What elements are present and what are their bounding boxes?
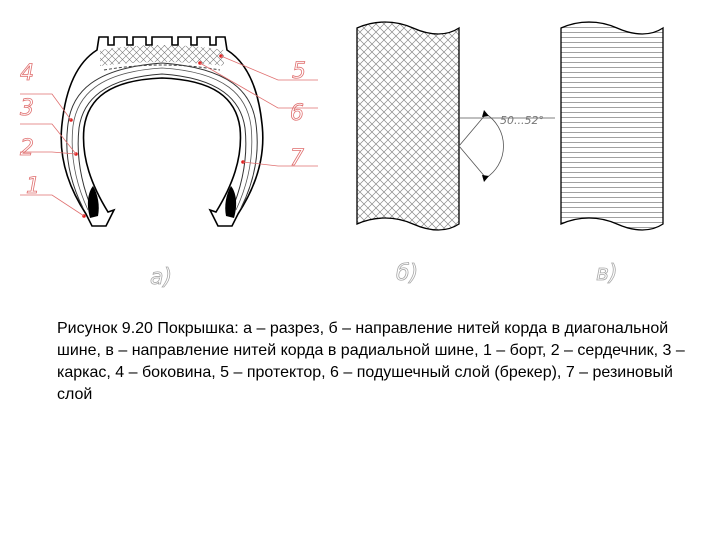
callout-7: 7 [290, 146, 304, 171]
cord-angle-indicator [459, 110, 555, 182]
diagonal-cord-panel [357, 22, 459, 230]
radial-cord-panel [561, 22, 663, 230]
callout-2: 2 [20, 136, 34, 161]
tire-cross-section [20, 37, 318, 226]
callout-1: 1 [26, 174, 40, 199]
callout-6: 6 [290, 101, 304, 126]
panel-label-b: б) [396, 261, 419, 286]
callout-5: 5 [292, 59, 306, 84]
figure-caption: Рисунок 9.20 Покрышка: а – разрез, б – направление нитей корда в диагональной шине, в – направление нитей корда в радиальной шине, 1 – борт, 2 – сердечник, 3 – каркас, 4 – боковина, 5 – протектор, 6 – подушечный слой (брекер), 7 – резиновый слой [57, 320, 685, 403]
panel-label-v: в) [596, 261, 618, 286]
panel-label-a: а) [150, 265, 173, 290]
callout-4: 4 [20, 61, 34, 86]
cord-angle-label: 50...52° [500, 114, 544, 127]
callout-3: 3 [20, 96, 34, 121]
